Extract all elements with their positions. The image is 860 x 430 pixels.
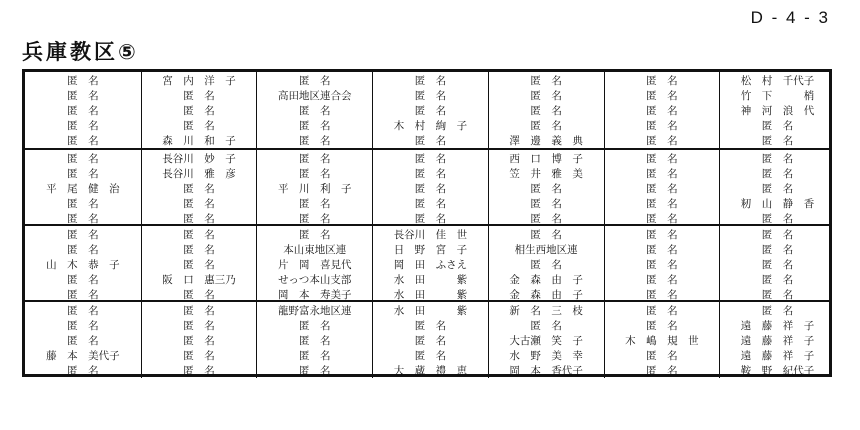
name-entry: 匿 名 (67, 365, 99, 377)
name-entry: 木 嶋 規 世 (625, 335, 699, 347)
name-entry: 山 木 恭 子 (46, 259, 120, 271)
name-entry: 匿 名 (530, 105, 562, 117)
name-entry: 森 川 和 子 (162, 135, 236, 147)
name-entry: 片 岡 喜見代 (277, 259, 352, 271)
name-entry: 匿 名 (298, 335, 331, 347)
name-entry: 水 田 紫 (393, 305, 468, 317)
name-entry: 匿 名 (183, 120, 215, 132)
name-entry: 匿 名 (761, 289, 794, 301)
table-cell (256, 226, 372, 302)
name-entry: 神 河 浪 代 (740, 105, 815, 117)
page-code: D - 4 - 3 (750, 8, 830, 27)
name-entry: 匿 名 (67, 90, 99, 102)
name-entry: 匿 名 (646, 105, 678, 117)
name-entry: 匿 名 (530, 198, 562, 210)
name-entry: 匿 名 (298, 105, 331, 117)
table-cell (256, 150, 372, 226)
table-cell (372, 302, 488, 378)
table-cell (719, 150, 835, 226)
name-entry: 匿 名 (183, 350, 215, 362)
name-entry: 匿 名 (761, 168, 794, 180)
name-entry: 匿 名 (67, 229, 99, 241)
name-entry: 匿 名 (530, 183, 562, 195)
name-entry: 水 野 美 幸 (509, 350, 583, 362)
name-entry: 匿 名 (646, 153, 678, 165)
name-entry: 匿 名 (646, 168, 678, 180)
name-entry: 木 村 絢 子 (393, 120, 468, 132)
name-entry: 匿 名 (298, 198, 331, 210)
table-cell (25, 302, 141, 378)
name-entry: 松 村 千代子 (740, 75, 815, 87)
name-entry: 匿 名 (761, 153, 794, 165)
name-entry: 匿 名 (414, 335, 447, 347)
name-entry: 匿 名 (761, 183, 794, 195)
name-entry: 藤 本 美代子 (46, 350, 120, 362)
name-entry: 匿 名 (298, 365, 331, 377)
name-entry: 匿 名 (646, 90, 678, 102)
name-entry: 匿 名 (67, 75, 99, 87)
name-entry: 匿 名 (183, 335, 215, 347)
name-entry: 匿 名 (298, 168, 331, 180)
name-entry: 匿 名 (183, 259, 215, 271)
name-entry: 匿 名 (183, 90, 215, 102)
table-cell (256, 72, 372, 148)
name-entry: 匿 名 (414, 183, 447, 195)
table-cell (604, 150, 720, 226)
name-entry: 長谷川 雅 彦 (162, 168, 236, 180)
table-cell (488, 72, 604, 148)
name-entry: 匿 名 (67, 153, 99, 165)
name-entry: 岡 本 寿美子 (277, 289, 352, 301)
name-entry: 匿 名 (646, 365, 678, 377)
name-entry: せっつ本山支部 (278, 274, 352, 286)
table-cell (719, 226, 835, 302)
table-cell (141, 72, 257, 148)
table-row (25, 72, 829, 148)
name-entry: 匿 名 (530, 213, 562, 225)
name-entry: 匿 名 (298, 229, 331, 241)
name-entry: 匿 名 (183, 305, 215, 317)
name-entry: 笠 井 雅 美 (509, 168, 583, 180)
name-entry: 匿 名 (67, 198, 99, 210)
name-entry: 岡 本 香代子 (509, 365, 583, 377)
name-entry: 匿 名 (298, 120, 331, 132)
name-entry: 水 田 紫 (393, 274, 468, 286)
donor-table (22, 69, 832, 377)
name-entry: 匿 名 (761, 274, 794, 286)
page-title: 兵庫教区⑤ (22, 40, 139, 64)
table-cell (488, 150, 604, 226)
name-entry: 大古瀬 笑 子 (509, 335, 583, 347)
table-row (25, 224, 829, 302)
name-entry: 匿 名 (646, 259, 678, 271)
name-entry: 匿 名 (67, 105, 99, 117)
name-entry: 匿 名 (67, 289, 99, 301)
name-entry: 阪 口 惠三乃 (162, 274, 236, 286)
name-entry: 匿 名 (183, 244, 215, 256)
name-entry: 新 名 三 枝 (509, 305, 583, 317)
name-entry: 匿 名 (183, 365, 215, 377)
name-entry: 匿 名 (414, 198, 447, 210)
name-entry: 匿 名 (183, 105, 215, 117)
name-entry: 遠 藤 祥 子 (740, 320, 815, 332)
name-entry: 宮 内 洋 子 (162, 75, 236, 87)
name-entry: 匿 名 (67, 274, 99, 286)
name-entry: 匿 名 (67, 335, 99, 347)
name-entry: 匿 名 (414, 168, 447, 180)
name-entry: 匿 名 (298, 213, 331, 225)
name-entry: 匿 名 (761, 229, 794, 241)
name-entry: 匿 名 (761, 244, 794, 256)
name-entry: 大 蔵 禮 恵 (393, 365, 468, 377)
table-cell (25, 226, 141, 302)
name-entry: 匿 名 (530, 259, 562, 271)
name-entry: 鞍 野 紀代子 (740, 365, 815, 377)
name-entry: 匿 名 (530, 320, 562, 332)
name-entry: 本山東地区連 (283, 244, 347, 256)
name-entry: 匿 名 (414, 320, 447, 332)
name-entry: 相生西地区連 (514, 244, 578, 256)
name-entry: 匿 名 (183, 198, 215, 210)
name-entry: 龍野富永地区連 (277, 305, 352, 317)
name-entry: 匿 名 (67, 320, 99, 332)
name-entry: 匿 名 (67, 244, 99, 256)
table-cell (488, 226, 604, 302)
name-entry: 匿 名 (298, 75, 331, 87)
name-entry: 水 田 紫 (393, 289, 468, 301)
name-entry: 匿 名 (67, 135, 99, 147)
name-entry: 平 尾 健 治 (46, 183, 120, 195)
name-entry: 匿 名 (183, 183, 215, 195)
name-entry: 匿 名 (530, 120, 562, 132)
table-cell (372, 72, 488, 148)
name-entry: 竹 下 梢 (740, 90, 815, 102)
name-entry: 匿 名 (646, 213, 678, 225)
name-entry: 匿 名 (414, 75, 447, 87)
name-entry: 匿 名 (646, 135, 678, 147)
name-entry: 匿 名 (646, 229, 678, 241)
name-entry: 匿 名 (414, 90, 447, 102)
name-entry: 匿 名 (530, 90, 562, 102)
name-entry: 澤 邊 義 典 (509, 135, 583, 147)
name-entry: 匿 名 (67, 305, 99, 317)
name-entry: 匿 名 (646, 320, 678, 332)
table-cell (25, 72, 141, 148)
name-entry: 金 森 由 子 (509, 274, 583, 286)
name-entry: 匿 名 (183, 289, 215, 301)
name-entry: 岡 田 ふさえ (393, 259, 468, 271)
name-entry: 匿 名 (646, 244, 678, 256)
table-cell (372, 150, 488, 226)
name-entry: 匿 名 (646, 183, 678, 195)
name-entry: 匿 名 (761, 120, 794, 132)
name-entry: 匿 名 (67, 213, 99, 225)
name-entry: 匿 名 (646, 305, 678, 317)
name-entry: 匿 名 (67, 120, 99, 132)
name-entry: 匿 名 (298, 153, 331, 165)
name-entry: 匿 名 (414, 105, 447, 117)
name-entry: 平 川 利 子 (277, 183, 352, 195)
name-entry: 匿 名 (646, 120, 678, 132)
name-entry: 匿 名 (414, 135, 447, 147)
table-cell (141, 150, 257, 226)
name-entry: 匿 名 (298, 320, 331, 332)
name-entry: 長谷川 佳 世 (393, 229, 468, 241)
table-row (25, 300, 829, 378)
name-entry: 匿 名 (298, 135, 331, 147)
name-entry: 匿 名 (183, 229, 215, 241)
table-cell (25, 150, 141, 226)
name-entry: 籾 山 静 香 (740, 198, 815, 210)
name-entry: 西 口 博 子 (509, 153, 583, 165)
name-entry: 匿 名 (646, 198, 678, 210)
name-entry: 金 森 由 子 (509, 289, 583, 301)
name-entry: 長谷川 妙 子 (162, 153, 236, 165)
name-entry: 匿 名 (414, 153, 447, 165)
table-cell (719, 72, 835, 148)
table-cell (719, 302, 835, 378)
name-entry: 遠 藤 祥 子 (740, 350, 815, 362)
table-cell (488, 302, 604, 378)
name-entry: 匿 名 (761, 135, 794, 147)
name-entry: 匿 名 (646, 289, 678, 301)
table-cell (141, 302, 257, 378)
table-cell (141, 226, 257, 302)
name-entry: 匿 名 (298, 350, 331, 362)
name-entry: 匿 名 (414, 350, 447, 362)
name-entry: 匿 名 (761, 213, 794, 225)
name-entry: 匿 名 (67, 168, 99, 180)
table-cell (604, 302, 720, 378)
name-entry: 匿 名 (646, 274, 678, 286)
name-entry: 匿 名 (183, 213, 215, 225)
name-entry: 匿 名 (183, 320, 215, 332)
name-entry: 匿 名 (414, 213, 447, 225)
table-cell (604, 72, 720, 148)
name-entry: 高田地区連合会 (277, 90, 352, 102)
table-cell (256, 302, 372, 378)
table-cell (604, 226, 720, 302)
name-entry: 匿 名 (646, 350, 678, 362)
name-entry: 匿 名 (761, 305, 794, 317)
name-entry: 匿 名 (646, 75, 678, 87)
name-entry: 遠 藤 祥 子 (740, 335, 815, 347)
table-cell (372, 226, 488, 302)
name-entry: 日 野 宮 子 (393, 244, 468, 256)
name-entry: 匿 名 (530, 75, 562, 87)
table-row (25, 148, 829, 226)
name-entry: 匿 名 (530, 229, 562, 241)
name-entry: 匿 名 (761, 259, 794, 271)
